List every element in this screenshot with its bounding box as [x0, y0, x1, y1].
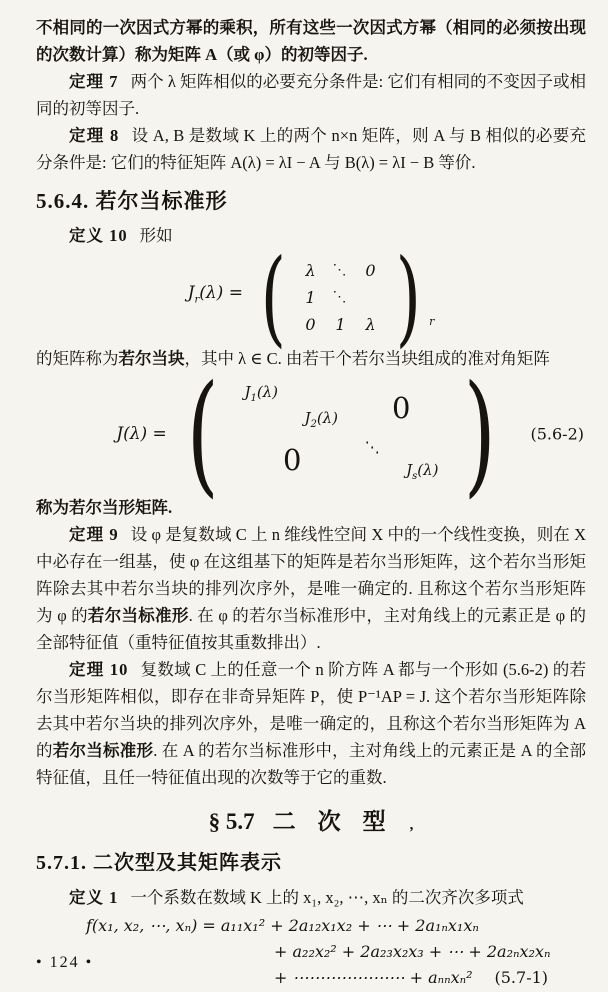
theorem-7-text: 两个 λ 矩阵相似的必要充分条件是: 它们有相同的不变因子或相同的初等因子.: [36, 72, 586, 118]
theorem-9-text: . 在 φ 的若尔当标准形中，主对角线上的元素正是 φ 的全部特征值（重特征值按其重数排出）.: [36, 606, 587, 652]
diagonal-dots: ⋱: [332, 288, 349, 305]
matrix-cell: λ: [365, 314, 376, 334]
theorem-10-text: . 在 A 的若尔当标准形中，主对角线上的元素正是 A 的全部特征值，且任一特征值出现的次数等于它的重数.: [36, 741, 587, 787]
math-text: (λ): [417, 460, 439, 479]
math-var: J: [187, 283, 195, 304]
theorem-8: [36, 122, 586, 176]
definition-10: [36, 222, 586, 249]
paragraph-text: .: [168, 498, 173, 517]
equation-number-5-6-2: (5.6-2): [530, 424, 584, 444]
section-5-6-4-heading: 5.6.4. 若尔当标准形: [36, 189, 228, 213]
term-jordan-block: 若尔当块: [118, 349, 185, 368]
math-subscript: 1: [250, 392, 257, 404]
theorem-10-text: 复数域 C 上的任意一个 n 阶方阵 A 都与一个形如 (5.6-2) 的若尔当形矩阵相似，即存在非奇异矩阵 P，使 P⁻¹AP = J. 这个若尔当形矩阵除去其中若尔当块的排列次序外，是唯一确定的，且称这个若尔当形矩阵为 A 的: [36, 660, 586, 760]
math-subscript: r: [194, 294, 200, 306]
section-5-7-title: 二次型: [272, 809, 408, 834]
math-subscript: 2: [310, 418, 317, 430]
definition-10-text: 形如: [139, 226, 173, 245]
paragraph-text: 称为: [36, 498, 69, 517]
matrix-cell: 0: [305, 314, 316, 334]
paragraph-elementary-divisors: [36, 14, 586, 68]
jordan-block-equation: $J_r(\lambda)$ = ( λ ⋱ 0 1 ⋱ 0 1 λ ) r: [187, 236, 435, 358]
matrix-cell: [244, 379, 278, 412]
math-text: (λ) =: [123, 423, 167, 444]
matrix-order-subscript: r: [429, 315, 435, 328]
formula-line-3: [274, 965, 586, 991]
math-var: J: [116, 423, 124, 444]
jordan-form-equation: J(λ) = ( $J_1(\lambda)$ $J_2(\lambda)$ ⋱ $J_s(\lambda)$ 0 0 ) (5.6-2): [116, 357, 584, 511]
definition-1-text: 一个系数在数域 K 上的 x₁, x₂, ⋯, xₙ 的二次齐次多项式: [130, 888, 524, 907]
math-text: (λ) =: [199, 283, 243, 304]
paragraph-jordan-form-matrix: [36, 494, 586, 521]
page-number: • 124 •: [36, 954, 94, 971]
print-mark: ,: [409, 817, 414, 833]
theorem-9-text: 设 φ 是复数域 C 上 n 维线性空间 X 中的一个线性变换，则在 X 中必存在一组基，使 φ 在这组基下的矩阵是若尔当形矩阵，这个若尔当形矩阵除去其中若尔当块的排列次序外，是唯一确定的. 且称这个若尔当形矩阵为 φ 的: [36, 525, 586, 625]
matrix-cell: [406, 457, 438, 490]
matrix-cell: 1: [335, 314, 346, 334]
math-text: (λ): [316, 408, 339, 427]
theorem-7-label: 定理 7: [69, 72, 119, 91]
jordan-form-lhs: [116, 421, 167, 448]
formula-line-2: + a₂₂x₂² + 2a₂₃x₂x₃ + ⋯ + 2a₂ₙx₂xₙ: [274, 942, 551, 961]
jordan-form-matrix: [232, 382, 450, 486]
paragraph-text: ，其中 λ ∈ C. 由若干个若尔当块组成的准对角矩阵: [184, 349, 550, 368]
math-var: J: [406, 460, 413, 479]
theorem-10: [36, 656, 586, 791]
paragraph-jordan-block: [36, 345, 586, 372]
equation-number-5-7-1: (5.7-1): [494, 968, 549, 987]
section-5-7-number: § 5.7: [208, 809, 255, 834]
paragraph-text: 的矩阵称为: [36, 349, 119, 368]
paragraph-text: 不相同的一次因式方幂的乘积，所有这些一次因式方幂（相同的必须按出现的次数计算）称为矩阵 A（或 φ）的: [36, 18, 586, 64]
matrix-cell: 1: [305, 287, 316, 307]
zero-block-upper: 0: [392, 390, 411, 425]
math-var: J: [244, 382, 251, 401]
section-5-7-1-heading: 5.7.1. 二次型及其矩阵表示: [36, 852, 282, 874]
theorem-9: [36, 521, 586, 656]
section-5-7-heading: [36, 807, 586, 840]
term-jordan-canonical-form: 若尔当标准形: [52, 741, 154, 760]
jordan-block-matrix: [296, 257, 386, 338]
definition-1: [36, 884, 586, 911]
matrix-cell: [304, 405, 338, 438]
diagonal-dots: ⋱: [332, 261, 349, 278]
math-subscript: s: [412, 470, 418, 482]
theorem-8-label: 定理 8: [69, 126, 120, 145]
theorem-7: [36, 68, 586, 122]
formula-line-1: f(x₁, x₂, ⋯, xₙ) = a₁₁x₁² + 2a₁₂x₁x₂ + ⋯ + 2a₁ₙx₁xₙ: [86, 916, 479, 935]
theorem-9-label: 定理 9: [69, 525, 119, 544]
paragraph-text: .: [363, 45, 368, 64]
math-var: J: [304, 408, 311, 427]
definition-10-label: 定义 10: [69, 226, 128, 245]
jordan-block-lhs: [188, 280, 243, 313]
theorem-10-label: 定理 10: [69, 660, 129, 679]
zero-block-lower: 0: [283, 442, 302, 477]
term-jordan-form-matrix: 若尔当形矩阵: [69, 498, 168, 517]
formula-line-3-text: + ⋯⋯⋯⋯⋯⋯⋯ + aₙₙxₙ²: [274, 968, 473, 987]
math-text: (λ): [256, 382, 279, 401]
diagonal-dots: ⋱: [364, 437, 382, 456]
quadratic-form-formula: [36, 913, 586, 991]
theorem-8-text: 设 A, B 是数域 K 上的两个 n×n 矩阵，则 A 与 B 相似的必要充分条件是: 它们的特征矩阵 A(λ) = λI − A 与 B(λ) = λI − B 等价.: [36, 126, 586, 172]
matrix-cell: 0: [365, 260, 376, 280]
term-elementary-divisors: 初等因子: [297, 45, 364, 64]
matrix-cell: λ: [305, 260, 316, 280]
term-jordan-canonical-form: 若尔当标准形: [87, 606, 189, 625]
definition-1-label: 定义 1: [69, 888, 119, 907]
